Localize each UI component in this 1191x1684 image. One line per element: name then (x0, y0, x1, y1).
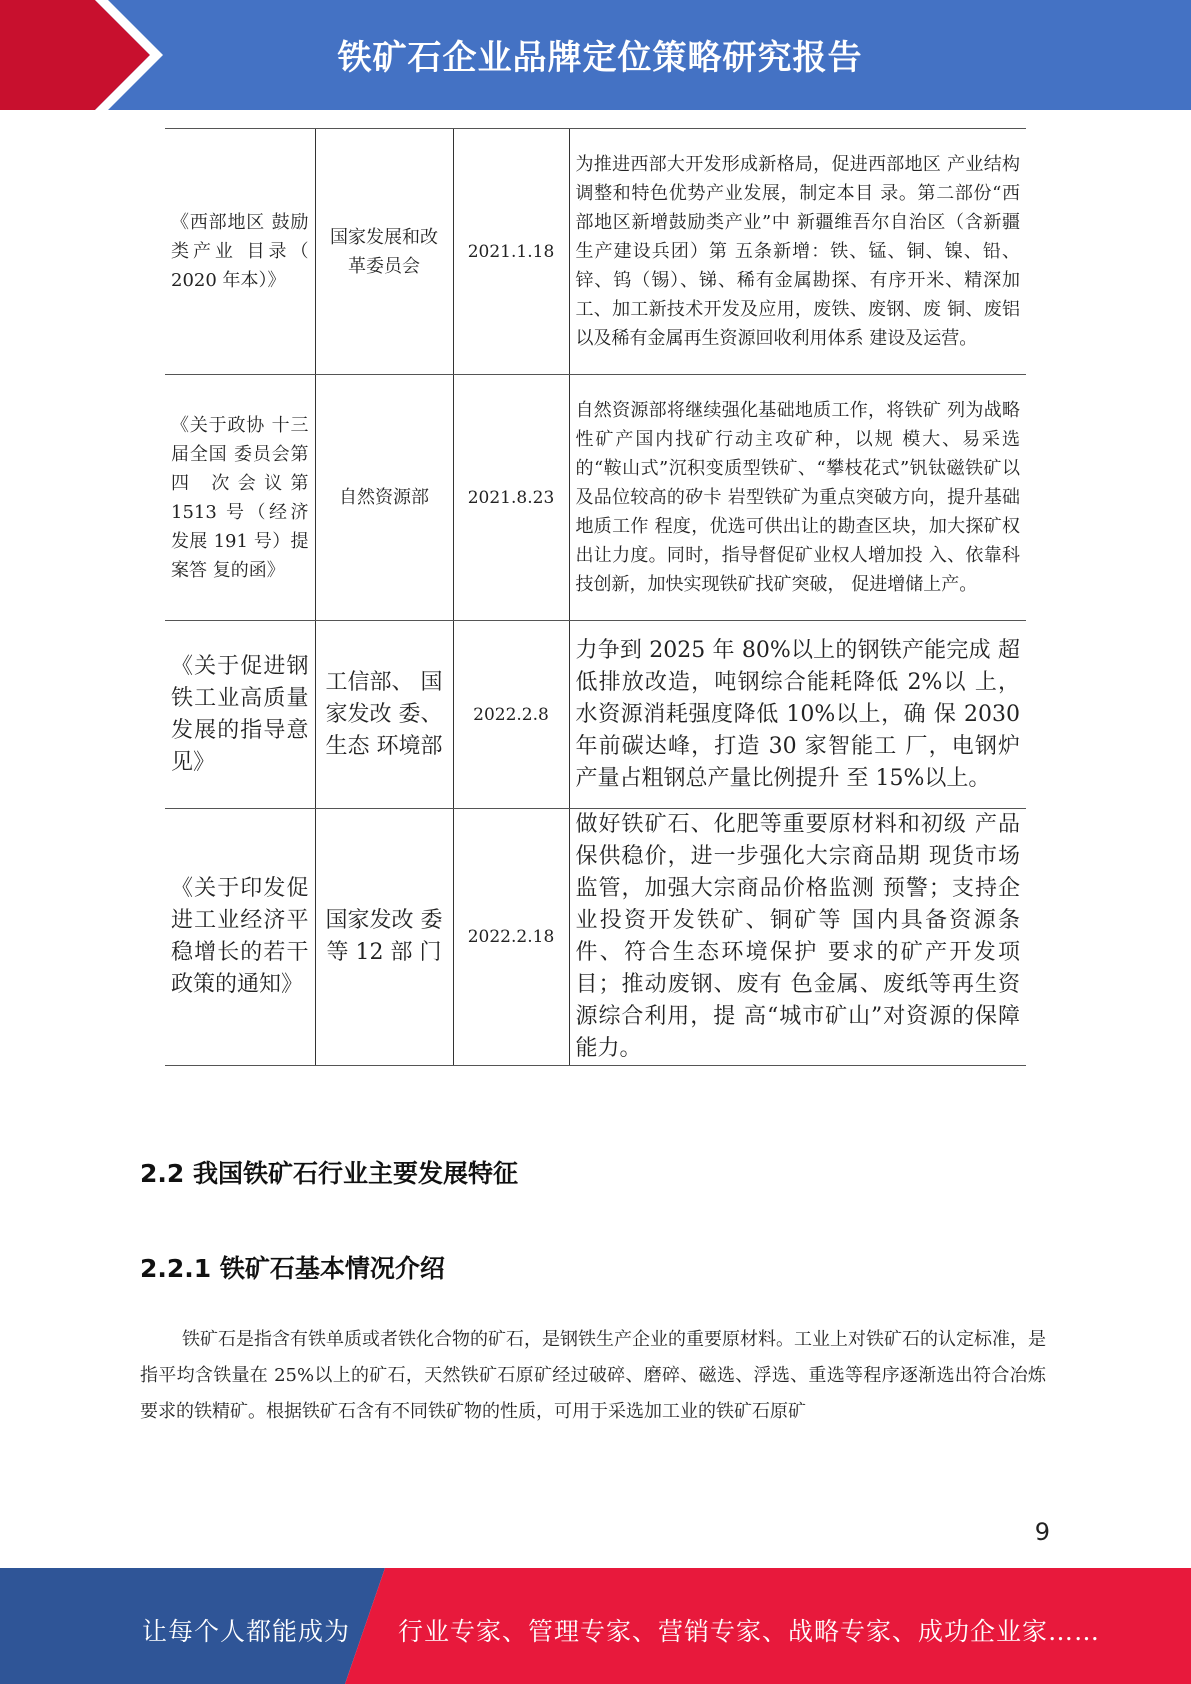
page-footer (0, 1568, 1191, 1684)
policy-table (165, 128, 1026, 1066)
policy-department: 国家发展和改革委员会 (315, 129, 453, 375)
policy-date: 2021.8.23 (453, 375, 569, 621)
table-row (165, 375, 1026, 621)
table-row (165, 621, 1026, 809)
policy-department: 自然资源部 (315, 375, 453, 621)
body-paragraph: 铁矿石是指含有铁单质或者铁化合物的矿石，是钢铁生产企业的重要原材料。工业上对铁矿石的认定标准，是指平均含铁量在 25%以上的矿石，天然铁矿石原矿经过破碎、磨碎、磁选、浮选、重选等程序逐渐选出符合冶炼要求的铁精矿。根据铁矿石含有不同铁矿物的性质，可用于采选加工业的铁矿石原矿 (140, 1329, 1046, 1422)
policy-date: 2022.2.8 (453, 621, 569, 809)
policy-department: 国家发改 委等 12 部 门 (315, 809, 453, 1066)
policy-content: 自然资源部将继续强化基础地质工作，将铁矿 列为战略性矿产国内找矿行动主攻矿种，以规 模大、易采选的“鞍山式”沉积变质型铁矿、“攀枝花式”钒钛磁铁矿以及品位较高的矽卡 岩型铁矿为重点突破方向，提升基础地质工作 程度，优选可供出让的勘查区块，加大探矿权 出让力度。同时，指导督促矿业权人增加投 入、依靠科技创新，加快实现铁矿找矿突破， 促进增储上产。 (569, 375, 1026, 621)
page-number: 9 (1034, 1518, 1050, 1546)
policy-content: 为推进西部大开发形成新格局，促进西部地区 产业结构调整和特色优势产业发展，制定本目 录。第二部份“西部地区新增鼓励类产业”中 新疆维吾尔自治区（含新疆生产建设兵团）第 五条新增：铁、锰、铜、镍、铅、锌、钨（锡）、锑、稀有金属勘探、有序开米、精深加 工、加工新技术开发及应用，废铁、废钢、废 铜、废铝以及稀有金属再生资源回收利用体系 建设及运营。 (569, 129, 1026, 375)
policy-document-name: 《关于印发促进工业经济平稳增长的若干政策的通知》 (165, 809, 315, 1066)
section-heading: 2.2 我国铁矿石行业主要发展特征 (140, 1159, 518, 1188)
policy-department: 工信部、 国家发改 委、生态 环境部 (315, 621, 453, 809)
policy-date: 2021.1.18 (453, 129, 569, 375)
policy-content: 力争到 2025 年 80%以上的钢铁产能完成 超低排放改造，吨钢综合能耗降低 2%以 上，水资源消耗强度降低 10%以上，确 保 2030 年前碳达峰，打造 30 家智能工 厂，电钢炉产量占粗钢总产量比例提升 至 15%以上。 (569, 621, 1026, 809)
subsection-heading: 2.2.1 铁矿石基本情况介绍 (140, 1254, 445, 1283)
table-row (165, 809, 1026, 1066)
policy-document-name: 《关于政协 十三届全国 委员会第四 次会议第 1513 号（经济发展 191 号）提案答 复的函》 (165, 375, 315, 621)
footer-slogan-right: 行业专家、管理专家、营销专家、战略专家、成功企业家…… (398, 1617, 1101, 1646)
policy-date: 2022.2.18 (453, 809, 569, 1066)
table-row (165, 129, 1026, 375)
policy-content: 做好铁矿石、化肥等重要原材料和初级 产品保供稳价，进一步强化大宗商品期 现货市场监管，加强大宗商品价格监测 预警；支持企业投资开发铁矿、铜矿等 国内具备资源条件、符合生态环境保护 要求的矿产开发项目；推动废钢、废有 色金属、废纸等再生资源综合利用，提 高“城市矿山”对资源的保障能力。 (569, 809, 1026, 1066)
policy-document-name: 《西部地区 鼓励类产业 目录（ 2020 年本）》 (165, 129, 315, 375)
report-title: 铁矿石企业品牌定位策略研究报告 (337, 38, 863, 78)
footer-slogan-left: 让每个人都能成为 (142, 1617, 351, 1646)
page-header (0, 0, 1191, 110)
policy-document-name: 《关于促进钢铁工业高质量发展的指导意见》 (165, 621, 315, 809)
